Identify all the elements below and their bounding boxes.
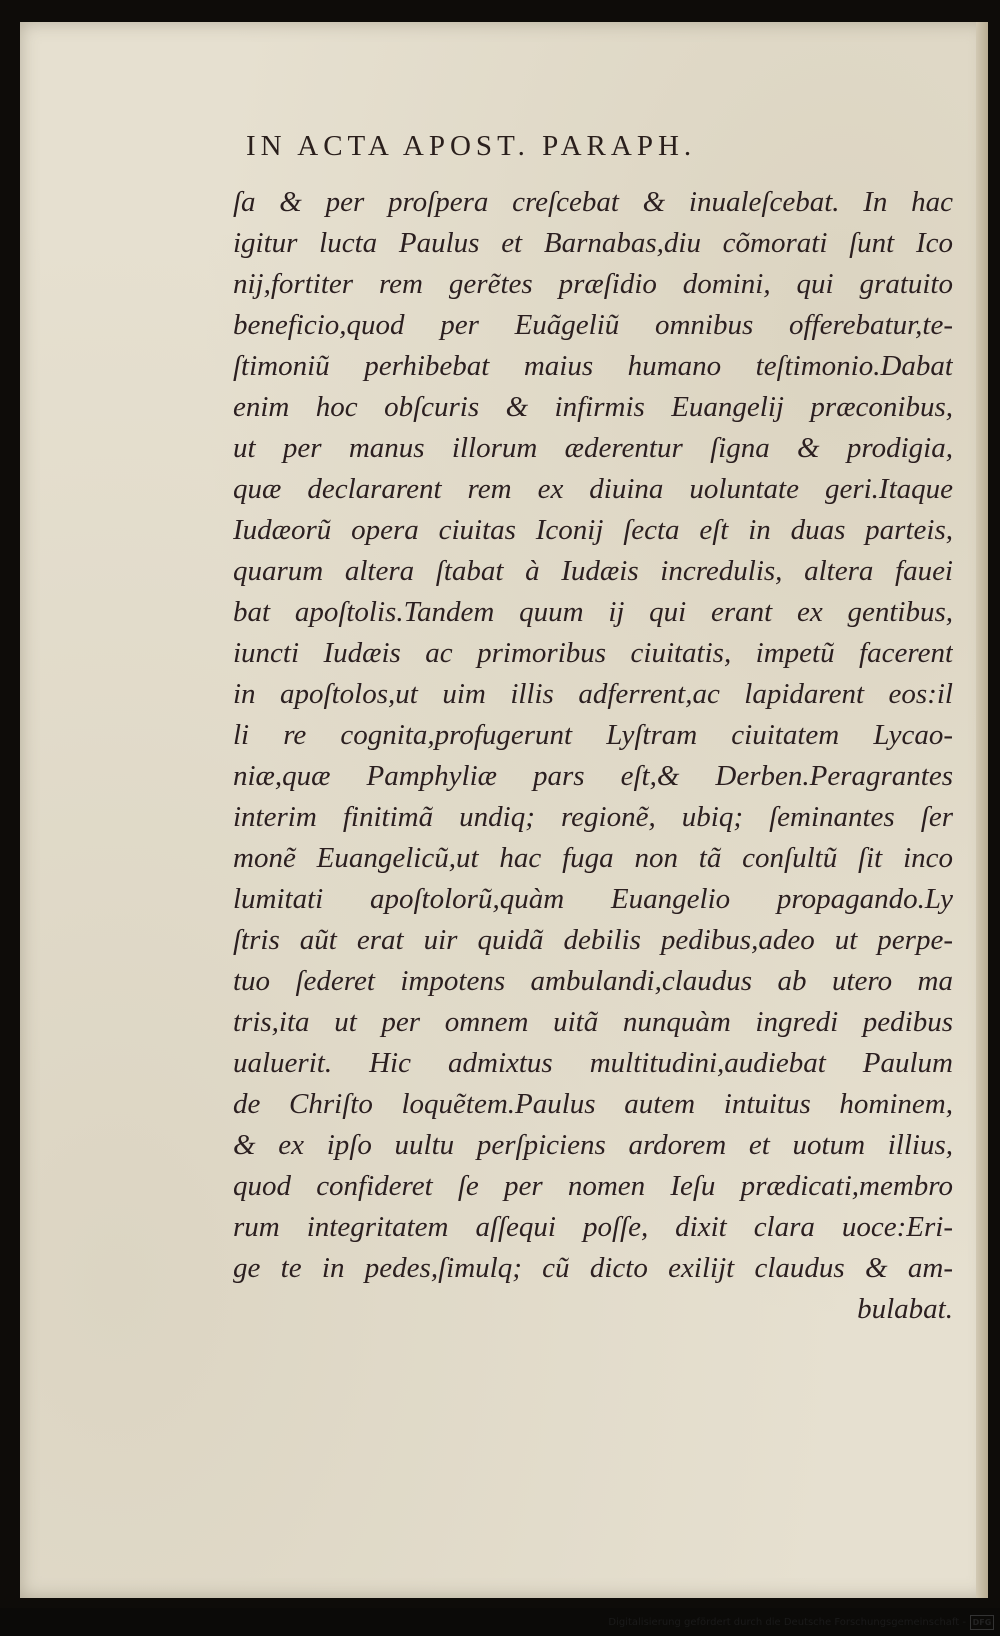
text-line: Iudæorũ opera ciuitas Iconij ſecta eſt in duas parteis, bbox=[233, 514, 953, 546]
text-line: ut per manus illorum æderentur ſigna & prodigia, bbox=[233, 432, 953, 464]
text-line: quæ declararent rem ex diuina uoluntate geri.Itaque bbox=[233, 473, 953, 505]
page-edge bbox=[976, 22, 988, 1598]
text-line: ualuerit. Hic admixtus multitudini,audiebat Paulum bbox=[233, 1047, 953, 1079]
text-line: nij,fortiter rem gerẽtes præſidio domini, qui gratuito bbox=[233, 268, 953, 300]
book-page bbox=[20, 22, 988, 1598]
text-line: in apoſtolos,ut uim illis adferrent,ac lapidarent eos:il bbox=[233, 678, 953, 710]
text-line: interim finitimã undiq; regionẽ, ubiq; ſeminantes ſer bbox=[233, 801, 953, 833]
text-line: ſtris aũt erat uir quidã debilis pedibus,adeo ut perpe- bbox=[233, 924, 953, 956]
body-text bbox=[233, 182, 953, 1330]
text-line: ſa & per proſpera creſcebat & inualeſcebat. In hac bbox=[233, 186, 953, 218]
digitization-credit bbox=[608, 1614, 994, 1630]
text-line: lumitati apoſtolorũ,quàm Euangelio propagando.Ly bbox=[233, 883, 953, 915]
text-line: quod confideret ſe per nomen Ieſu prædicati,membro bbox=[233, 1170, 953, 1202]
text-line: li re cognita,profugerunt Lyſtram ciuitatem Lycao- bbox=[233, 719, 953, 751]
text-line: bulabat. bbox=[857, 1293, 953, 1325]
running-head: IN ACTA APOST. PARAPH. bbox=[246, 130, 697, 162]
text-line: niæ,quæ Pamphyliæ pars eſt,& Derben.Peragrantes bbox=[233, 760, 953, 792]
text-line: iuncti Iudæis ac primoribus ciuitatis, impetũ facerent bbox=[233, 637, 953, 669]
text-line: tuo ſederet impotens ambulandi,claudus ab utero ma bbox=[233, 965, 953, 997]
credit-text: Digitalisierung gefördert durch die Deutsche Forschungsgemeinschaft - bbox=[608, 1616, 966, 1628]
text-line: ſtimoniũ perhibebat maius humano teſtimonio.Dabat bbox=[233, 350, 953, 382]
text-line: tris,ita ut per omnem uitã nunquàm ingredi pedibus bbox=[233, 1006, 953, 1038]
dfg-logo-icon: DFG bbox=[970, 1615, 994, 1630]
text-line: & ex ipſo uultu perſpiciens ardorem et uotum illius, bbox=[233, 1129, 953, 1161]
text-line: igitur lucta Paulus et Barnabas,diu cõmorati ſunt Ico bbox=[233, 227, 953, 259]
text-line: ge te in pedes,ſimulq; cũ dicto exilijt claudus & am- bbox=[233, 1252, 953, 1284]
text-line: enim hoc obſcuris & infirmis Euangelij præconibus, bbox=[233, 391, 953, 423]
text-line: monẽ Euangelicũ,ut hac fuga non tã conſultũ ſit inco bbox=[233, 842, 953, 874]
text-line: rum integritatem aſſequi poſſe, dixit clara uoce:Eri- bbox=[233, 1211, 953, 1243]
text-line: de Chriſto loquẽtem.Paulus autem intuitus hominem, bbox=[233, 1088, 953, 1120]
text-line: bat apoſtolis.Tandem quum ij qui erant ex gentibus, bbox=[233, 596, 953, 628]
text-line: quarum altera ſtabat à Iudæis incredulis, altera fauei bbox=[233, 555, 953, 587]
text-line: beneficio,quod per Euãgeliũ omnibus offerebatur,te- bbox=[233, 309, 953, 341]
